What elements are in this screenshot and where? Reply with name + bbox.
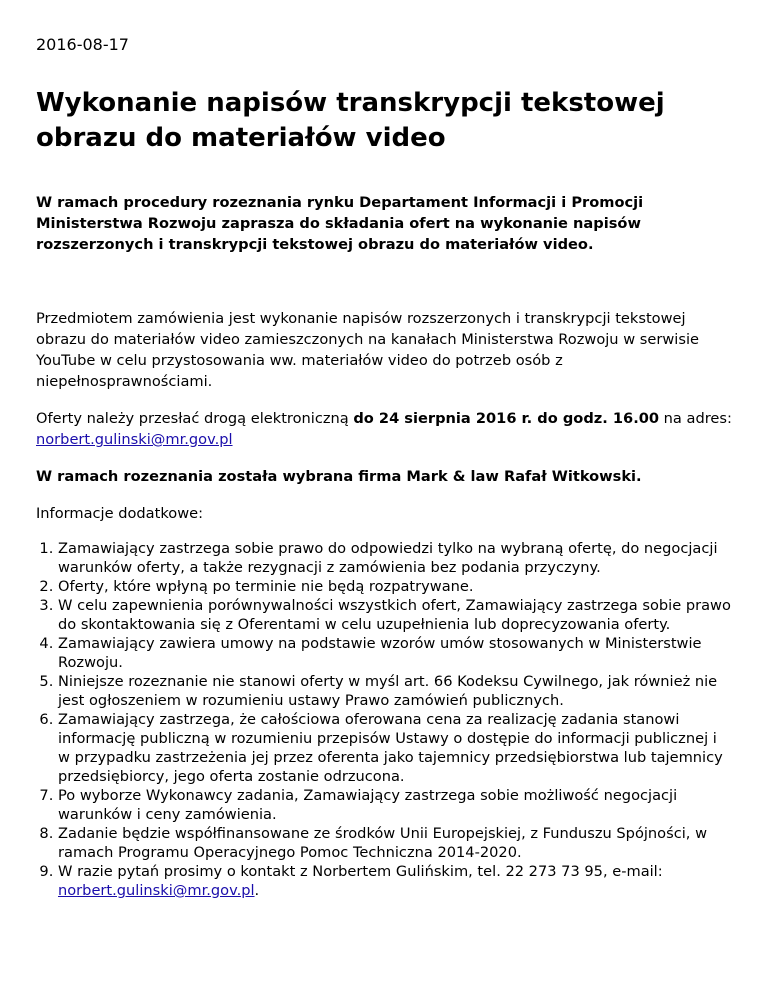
selected-contractor (36, 466, 732, 487)
list-item: 3. W celu zapewnienia porównywalności wszystkich ofert, Zamawiający zastrzega sobie prawo do skontaktowania się z Oferentami w celu uzupełnienia lub doprecyzowania oferty. (58, 596, 732, 634)
offers-text-before: Oferty należy przesłać drogą elektroniczną (36, 410, 354, 427)
list-item-contact (58, 862, 732, 900)
subject-paragraph: Przedmiotem zamówienia jest wykonanie napisów rozszerzonych i transkrypcji tekstowej obrazu do materiałów video zamieszczonych na kanałach Ministerstwa Rozwoju w serwisie YouTube w celu przystosowania ww. materiałów video do potrzeb osób z niepełnosprawnościami. (36, 310, 699, 390)
list-item: 4. Zamawiający zawiera umowy na podstawie wzorów umów stosowanych w Ministerstwie Rozwoju. (58, 634, 732, 672)
list-item: 2. Oferty, które wpłyną po terminie nie będą rozpatrywane. (58, 577, 732, 596)
list-item: 6. Zamawiający zastrzega, że całościowa oferowana cena za realizację zadania stanowi informację publiczną w rozumieniu przepisów Ustawy o dostępie do informacji publicznej i w przypadku zastrzeżenia jej przez oferenta jako tajemnicy przedsiębiorstwa lub tajemnicy przedsiębiorcy, jego oferta zostanie odrzucona. (58, 710, 732, 786)
selected-contractor-text: W ramach rozeznania została wybrana firma Mark & law Rafał Witkowski. (36, 468, 642, 485)
list-item: 1. Zamawiający zastrzega sobie prawo do odpowiedzi tylko na wybraną ofertę, do negocjacji warunków oferty, a także rezygnacji z zamówienia bez podania przyczyny. (58, 539, 732, 577)
contact-text: W razie pytań prosimy o kontakt z Norbertem Gulińskim, tel. 22 273 73 95, e-mail: (58, 863, 663, 880)
publication-date: 2016-08-17 (36, 35, 129, 54)
list-item: 5. Niniejsze rozeznanie nie stanowi oferty w myśl art. 66 Kodeksu Cywilnego, jak również nie jest ogłoszeniem w rozumieniu ustawy Prawo zamówień publicznych. (58, 672, 732, 710)
offers-email-link[interactable]: norbert.gulinski@mr.gov.pl (36, 431, 233, 448)
info-list (36, 539, 732, 900)
info-heading: Informacje dodatkowe: (36, 505, 204, 522)
list-item: 8. Zadanie będzie współfinansowane ze środków Unii Europejskiej, z Funduszu Spójności, w ramach Programu Operacyjnego Pomoc Techniczna 2014-2020. (58, 824, 732, 862)
offers-deadline: do 24 sierpnia 2016 r. do godz. 16.00 (353, 410, 660, 427)
contact-email-link[interactable]: norbert.gulinski@mr.gov.pl (58, 882, 255, 899)
page-title: Wykonanie napisów transkrypcji tekstowej obrazu do materiałów video (36, 88, 665, 153)
contact-end: . (254, 882, 260, 899)
offers-text-after: na adres: (659, 410, 732, 427)
list-item: 7. Po wyborze Wykonawcy zadania, Zamawiający zastrzega sobie możliwość negocjacji warunków i ceny zamówienia. (58, 786, 732, 824)
lead-paragraph: W ramach procedury rozeznania rynku Departament Informacji i Promocji Ministerstwa Rozwoju zaprasza do składania ofert na wykonanie napisów rozszerzonych i transkrypcji tekstowej obrazu do materiałów video. (36, 194, 644, 253)
offers-paragraph (36, 408, 732, 450)
